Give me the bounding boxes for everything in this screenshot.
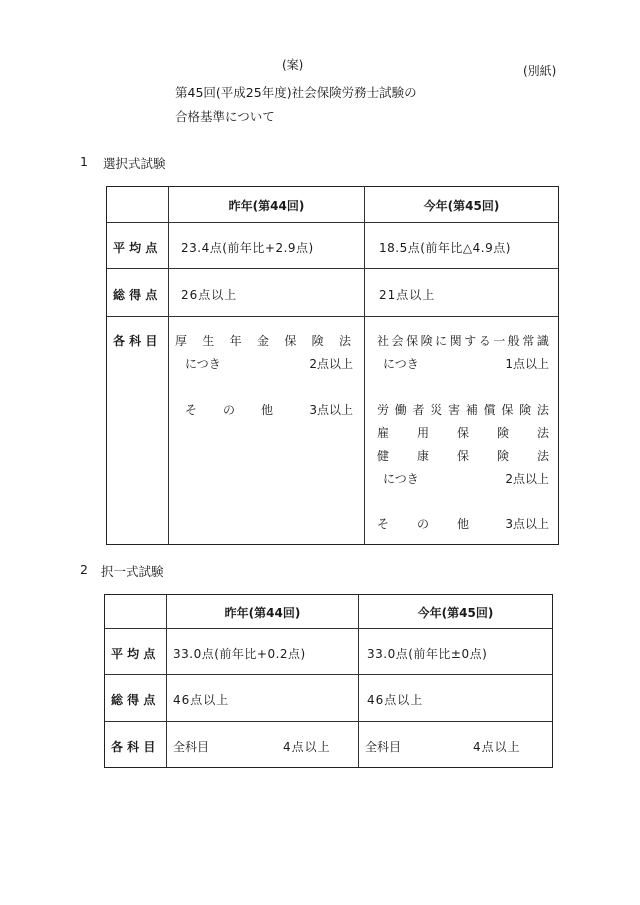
subject-other-last-year bbox=[185, 401, 353, 418]
char: 険 bbox=[496, 426, 509, 440]
char: 険 bbox=[311, 334, 324, 348]
char: 生 bbox=[202, 334, 215, 348]
total-last-year: 26点以上 bbox=[181, 288, 238, 302]
char: 一 bbox=[493, 334, 506, 348]
char: 者 bbox=[412, 403, 425, 417]
row-divider bbox=[105, 674, 552, 675]
char: 災 bbox=[430, 403, 443, 417]
char: そ bbox=[185, 403, 198, 417]
char: 金 bbox=[256, 334, 269, 348]
char: 保 bbox=[456, 426, 469, 440]
section2-number: 2 bbox=[80, 562, 88, 577]
char: 働 bbox=[394, 403, 407, 417]
column-divider bbox=[364, 187, 365, 544]
char: 法 bbox=[536, 403, 549, 417]
char: 健 bbox=[377, 449, 390, 463]
char: 法 bbox=[536, 449, 549, 463]
subject-group-b-minimum bbox=[383, 470, 549, 487]
total-last-year: 46点以上 bbox=[173, 693, 230, 707]
row-label-total: 総 得 点 bbox=[113, 288, 158, 302]
char: 般 bbox=[507, 334, 520, 348]
section2-table bbox=[104, 594, 553, 768]
document-title-line1: 第45回(平成25年度)社会保険労務士試験の bbox=[175, 85, 417, 100]
char: 保 bbox=[406, 334, 419, 348]
char: す bbox=[464, 334, 477, 348]
row-label-average: 平 均 点 bbox=[113, 241, 158, 255]
section1-title: 選択式試験 bbox=[103, 156, 166, 171]
row-divider bbox=[107, 316, 558, 317]
minimum-score: 1点以上 bbox=[505, 357, 549, 371]
char: 関 bbox=[449, 334, 462, 348]
attachment-mark: (別紙) bbox=[523, 64, 557, 78]
char: の bbox=[417, 517, 430, 531]
subject-other-this-year bbox=[377, 515, 549, 532]
minimum-score: 2点以上 bbox=[505, 472, 549, 486]
minimum-score: 3点以上 bbox=[505, 517, 549, 531]
column-divider bbox=[168, 187, 169, 544]
average-this-year: 18.5点(前年比△4.9点) bbox=[379, 241, 511, 255]
row-divider bbox=[105, 628, 552, 629]
char: 年 bbox=[229, 334, 242, 348]
column-header-last-year: 昨年(第44回) bbox=[224, 606, 301, 620]
subject-kosei-nenkin bbox=[175, 332, 351, 349]
per-label: につき bbox=[185, 357, 221, 371]
char: 法 bbox=[536, 426, 549, 440]
subject-general-knowledge-minimum bbox=[383, 355, 549, 372]
column-header-this-year: 今年(第45回) bbox=[417, 606, 494, 620]
subjects-scope-last-year: 全科目 bbox=[173, 740, 210, 754]
subjects-min-this-year: 4点以上 bbox=[473, 740, 521, 754]
char: 補 bbox=[465, 403, 478, 417]
column-header-this-year: 今年(第45回) bbox=[423, 199, 500, 213]
char: そ bbox=[377, 517, 390, 531]
char: 識 bbox=[536, 334, 549, 348]
row-label-subjects: 各 科 目 bbox=[111, 740, 156, 754]
char: 険 bbox=[420, 334, 433, 348]
minimum-score: 2点以上 bbox=[309, 357, 353, 371]
row-divider bbox=[107, 222, 558, 223]
subject-workers-compensation bbox=[377, 401, 549, 418]
average-last-year: 33.0点(前年比+0.2点) bbox=[173, 647, 306, 661]
row-label-subjects: 各 科 目 bbox=[113, 334, 158, 348]
char: る bbox=[478, 334, 491, 348]
subject-general-knowledge bbox=[377, 332, 549, 349]
char: 厚 bbox=[175, 334, 188, 348]
char: 康 bbox=[416, 449, 429, 463]
section1-number: 1 bbox=[80, 154, 88, 169]
per-label: につき bbox=[383, 357, 419, 371]
char: 保 bbox=[284, 334, 297, 348]
char: 保 bbox=[501, 403, 514, 417]
char: に bbox=[435, 334, 448, 348]
average-last-year: 23.4点(前年比+2.9点) bbox=[181, 241, 314, 255]
subjects-min-last-year: 4点以上 bbox=[283, 740, 331, 754]
subject-health-insurance bbox=[377, 447, 549, 464]
average-this-year: 33.0点(前年比±0点) bbox=[367, 647, 488, 661]
document-title-line2: 合格基準について bbox=[175, 109, 275, 124]
total-this-year: 46点以上 bbox=[367, 693, 424, 707]
subjects-scope-this-year: 全科目 bbox=[365, 740, 402, 754]
char: 償 bbox=[483, 403, 496, 417]
char: 他 bbox=[261, 403, 274, 417]
char: 険 bbox=[519, 403, 532, 417]
row-divider bbox=[105, 721, 552, 722]
char: の bbox=[223, 403, 236, 417]
char: 労 bbox=[377, 403, 390, 417]
per-label: につき bbox=[383, 472, 419, 486]
subject-employment-insurance bbox=[377, 424, 549, 441]
char: 他 bbox=[457, 517, 470, 531]
draft-mark: (案) bbox=[282, 58, 304, 72]
char: 社 bbox=[377, 334, 390, 348]
column-header-last-year: 昨年(第44回) bbox=[228, 199, 305, 213]
row-divider bbox=[107, 268, 558, 269]
char: 常 bbox=[522, 334, 535, 348]
char: 用 bbox=[416, 426, 429, 440]
section1-table bbox=[106, 186, 559, 545]
char: 険 bbox=[496, 449, 509, 463]
subject-kosei-nenkin-minimum bbox=[185, 355, 353, 372]
row-label-total: 総 得 点 bbox=[111, 693, 156, 707]
char: 雇 bbox=[377, 426, 390, 440]
minimum-score: 3点以上 bbox=[309, 403, 353, 417]
row-label-average: 平 均 点 bbox=[111, 647, 156, 661]
char: 会 bbox=[391, 334, 404, 348]
section2-title: 択一式試験 bbox=[101, 564, 164, 579]
char: 害 bbox=[448, 403, 461, 417]
char: 法 bbox=[338, 334, 351, 348]
total-this-year: 21点以上 bbox=[379, 288, 436, 302]
char: 保 bbox=[456, 449, 469, 463]
